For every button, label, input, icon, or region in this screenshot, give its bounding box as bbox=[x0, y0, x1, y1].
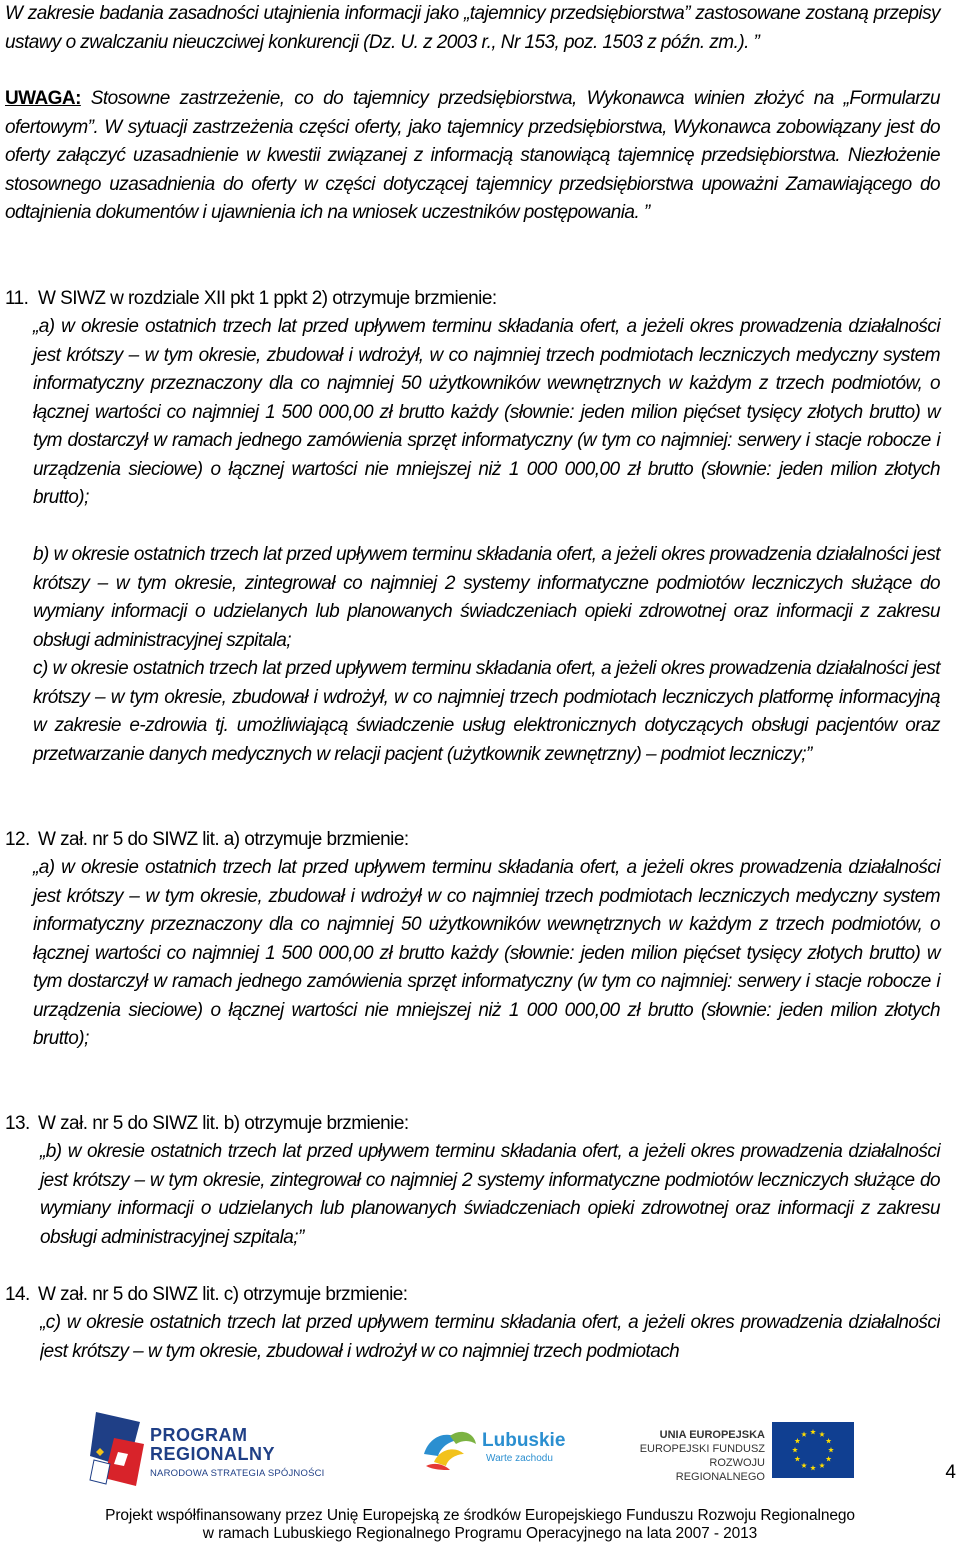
item-12-para-a: „a) w okresie ostatnich trzech lat przed upływem terminu składania ofert, a jeżeli okres prowadzenia działalności jest krótszy – w tym okresie, zbudował i wdrożył w co najmniej trzech podmiotach leczniczych medyczny system informatyczny przeznaczony dla co najmniej 50 użytkowników wewnętrznych w każdym z trzech podmiotów, o łącznej wartości co najmniej 1 500 000,00 zł brutto każdy (słownie: jeden milion pięćset tysięcy złotych brutto) w tym dostarczył w ramach jednego zamówienia sprzęt informatyczny (w tym co najmniej: serwery i stacje robocze i urządzenia sieciowe) o łącznej wartości nie mniejszej niż 1 000 000,00 zł brutto (słownie: jeden milion złotych brutto); bbox=[33, 857, 940, 1049]
item-heading-text: W zał. nr 5 do SIWZ lit. b) otrzymuje brzmienie: bbox=[38, 1113, 409, 1134]
item-heading-text: W zał. nr 5 do SIWZ lit. c) otrzymuje brzmienie: bbox=[38, 1284, 408, 1305]
eu-logo bbox=[620, 1422, 855, 1484]
item-heading-text: W zał. nr 5 do SIWZ lit. a) otrzymuje brzmienie: bbox=[38, 829, 409, 850]
uwaga-label: UWAGA: bbox=[5, 88, 81, 109]
item-11-para-a: „a) w okresie ostatnich trzech lat przed upływem terminu składania ofert, a jeżeli okres prowadzenia działalności jest krótszy – w tym okresie, zbudował i wdrożył, w co najmniej trzech podmiotach leczniczych medyczny system informatyczny przeznaczony dla co najmniej 50 użytkowników wewnętrznych w każdym z trzech podmiotów, o łącznej wartości co najmniej 1 500 000,00 zł brutto każdy (słownie: jeden milion pięćset tysięcy złotych brutto) w tym dostarczył w ramach jednego zamówienia sprzęt informatyczny (w tym co najmniej: serwery i stacje robocze i urządzenia sieciowe) o łącznej wartości nie mniejszej niż 1 000 000,00 zł brutto (słownie: jeden milion złotych brutto); bbox=[33, 316, 940, 508]
lubuskie-name: Lubuskie bbox=[482, 1430, 566, 1451]
lubuskie-emblem-icon bbox=[420, 1426, 480, 1472]
item-number: 12. bbox=[5, 829, 30, 850]
item-11-heading bbox=[5, 285, 940, 314]
item-14-para-c: „c) w okresie ostatnich trzech lat przed upływem terminu składania ofert, a jeżeli okres prowadzenia działalności jest krótszy – w tym okresie, zbudował i wdrożył w co najmniej trzech podmiotach bbox=[40, 1312, 940, 1362]
logo-program-line1: PROGRAM bbox=[150, 1425, 248, 1445]
item-number: 11. bbox=[5, 288, 29, 309]
footer-line2: w ramach Lubuskiego Regionalnego Programu Operacyjnego na lata 2007 - 2013 bbox=[202, 1525, 758, 1542]
eu-line1: UNIA EUROPEJSKA bbox=[659, 1429, 765, 1441]
lubuskie-tagline: Warte zachodu bbox=[486, 1453, 553, 1464]
item-number: 13. bbox=[5, 1113, 30, 1134]
eu-flag-icon bbox=[772, 1422, 854, 1478]
lubuskie-logo bbox=[420, 1426, 580, 1476]
item-heading-text: W SIWZ w rozdziale XII pkt 1 ppkt 2) otrzymuje brzmienie: bbox=[38, 288, 497, 309]
item-12-heading bbox=[5, 826, 940, 855]
item-11-para-b: b) w okresie ostatnich trzech lat przed upływem terminu składania ofert, a jeżeli okres prowadzenia działalności jest krótszy – w tym okresie, zintegrował co najmniej 2 systemy informatyczne podmiotów leczniczych służące do wymiany informacji o udzielanych lub planowanych świadczeniach opieki zdrowotnej oraz informacji z zakresu obsługi administracyjnej szpitala; bbox=[33, 544, 940, 651]
program-regionalny-text bbox=[150, 1426, 275, 1464]
page-footer bbox=[0, 1400, 960, 1547]
item-13-para-b: „b) w okresie ostatnich trzech lat przed upływem terminu składania ofert, a jeżeli okres prowadzenia działalności jest krótszy – w tym okresie, zintegrował co najmniej 2 systemy informatyczne podmiotów leczniczych służące do wymiany informacji o udzielanych lub planowanych świadczeniach opieki zdrowotnej oraz informacji z zakresu obsługi administracyjnej szpitala;” bbox=[40, 1141, 940, 1248]
item-number: 14. bbox=[5, 1284, 30, 1305]
item-11-para-c: c) w okresie ostatnich trzech lat przed upływem terminu składania ofert, a jeżeli okres prowadzenia działalności jest krótszy – w tym okresie, zbudował i wdrożył, w co najmniej trzech podmiotach leczniczych platformę informacyjną w zakresie e-zdrowia tj. umożliwiającą świadczenie usług elektronicznych dotyczących obsługi pacjentów oraz przetwarzanie danych medycznych w relacji pacjent (użytkownik zewnętrzny) – podmiot leczniczy;” bbox=[33, 658, 940, 765]
eu-text bbox=[620, 1428, 765, 1484]
logo-program-line3: NARODOWA STRATEGIA SPÓJNOŚCI bbox=[150, 1468, 325, 1479]
footer-logos bbox=[0, 1408, 960, 1498]
program-regionalny-emblem-icon bbox=[88, 1408, 146, 1494]
logo-program-line2: REGIONALNY bbox=[150, 1444, 276, 1464]
footer-line1: Projekt współfinansowany przez Unię Europejską ze środków Europejskiego Funduszu Rozwoju Regionalnego bbox=[105, 1507, 855, 1524]
uwaga-paragraph bbox=[5, 85, 940, 228]
uwaga-text: Stosowne zastrzeżenie, co do tajemnicy przedsiębiorstwa, Wykonawca winien złożyć na „Formularzu ofertowym”. W sytuacji zastrzeżenia części oferty, jako tajemnicy przedsiębiorstwa, Wykonawca zobowiązany jest do oferty załączyć uzasadnienie w kwestii związanej z informacją stanowiącą tajemnicę przedsiębiorstwa. Niezłożenie stosownego uzasadnienia do oferty w części dotyczącej tajemnicy przedsiębiorstwa upoważni Zamawiającego do odtajnienia dokumentów i ujawnienia ich na wniosek uczestników postępowania. ” bbox=[5, 88, 940, 223]
intro-paragraph: W zakresie badania zasadności utajnienia informacji jako „tajemnicy przedsiębiorstwa” zastosowane zostaną przepisy ustawy o zwalczaniu nieuczciwej konkurencji (Dz. U. z 2003 r., Nr 153, poz. 1503 z późn. zm.). ” bbox=[5, 3, 940, 53]
program-regionalny-logo bbox=[88, 1408, 338, 1494]
item-14-heading bbox=[5, 1281, 940, 1310]
item-13-heading bbox=[5, 1110, 940, 1139]
eu-line3: ROZWOJU REGIONALNEGO bbox=[675, 1457, 765, 1483]
eu-line2: EUROPEJSKI FUNDUSZ bbox=[639, 1443, 765, 1455]
page-number: 4 bbox=[945, 1462, 956, 1483]
